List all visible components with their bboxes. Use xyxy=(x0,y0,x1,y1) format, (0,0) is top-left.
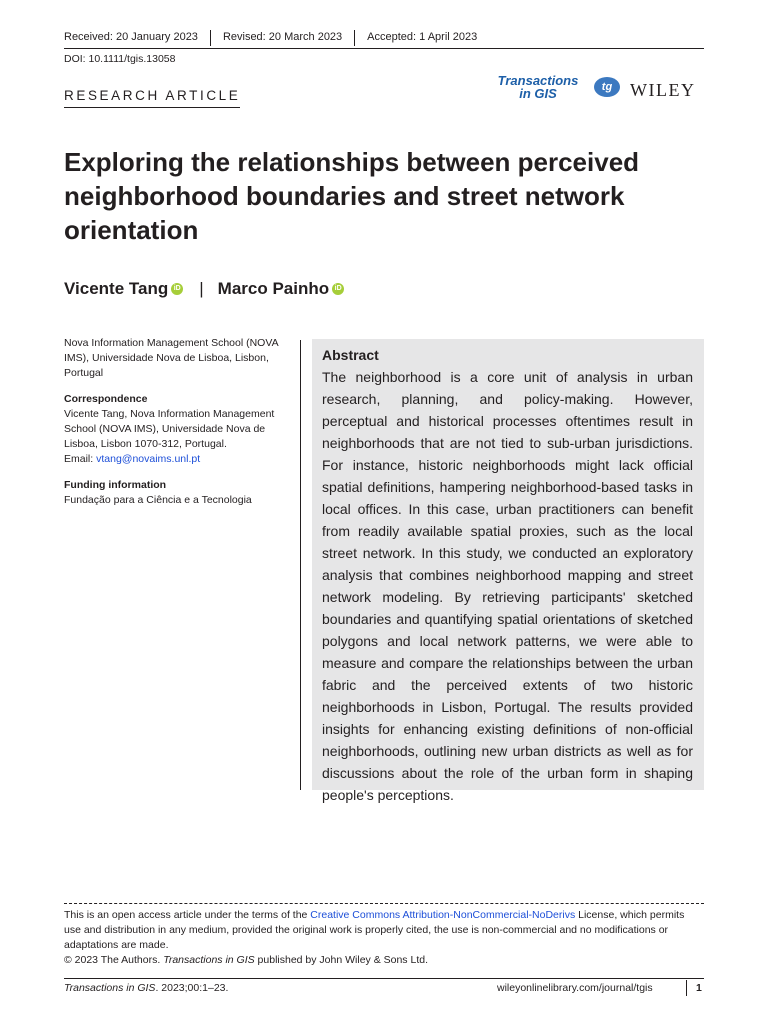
article-info-sidebar xyxy=(64,336,286,519)
history-divider xyxy=(210,30,211,46)
article-type: RESEARCH ARTICLE xyxy=(64,88,240,108)
funding-block xyxy=(64,478,286,508)
accepted-date: Accepted: 1 April 2023 xyxy=(367,31,478,43)
correspondence-text: Vicente Tang, Nova Information Management School (NOVA IMS), Universidade Nova de Lisboa, Lisbon 1070-312, Portugal. xyxy=(64,408,275,450)
article-history xyxy=(64,30,704,49)
orcid-icon[interactable]: iD xyxy=(171,283,183,295)
copyright-pre: © 2023 The Authors. xyxy=(64,954,164,966)
abstract-body: The neighborhood is a core unit of analysis in urban research, planning, and policy-making. However, perceptual and historical processes oftentimes result in neighborhoods that are not tied to sub-urban jurisdictions. For instance, historic neighborhoods might lack official spatial definitions, hampering neighborhood-based tasks in local offices. In this case, urban practitioners can benefit from readily available spatial proxies, such as the local street network. In this study, we conducted an exploratory analysis that combines neighborhood mapping and street network modeling. By retrieving participants' sketched boundaries and quantifying spatial orientations of sketched polygons and local network patterns, we were able to measure and compare the relationships between the urban fabric and the perceived extents of two historic neighborhoods in Lisbon, Portugal. The results provided insights for enhancing existing definitions of non-official neighborhoods, outlining new urban districts as well as for discussions about the role of the urban form in shaping people's perceptions. xyxy=(322,369,693,803)
journal-logo-line2: in GIS xyxy=(519,86,557,101)
copyright-journal: Transactions in GIS xyxy=(163,954,255,966)
author-separator: | xyxy=(199,279,204,298)
author-name[interactable]: Vicente Tang xyxy=(64,279,169,298)
author-name[interactable]: Marco Painho xyxy=(217,279,330,298)
copyright xyxy=(64,953,704,968)
abstract-box xyxy=(312,339,704,803)
license-post: License, which permits use and distribution in any medium, provided the original work is properly cited, the use is non-commercial and no modifications or adaptations are made. xyxy=(64,909,685,951)
page-number: 1 xyxy=(696,982,702,994)
license-text xyxy=(64,908,704,953)
funding-heading: Funding information xyxy=(64,479,167,491)
history-divider xyxy=(354,30,355,46)
license-pre: This is an open access article under the terms of the xyxy=(64,909,311,921)
article-title: Exploring the relationships between perceived neighborhood boundaries and street network orientation xyxy=(64,147,640,245)
affiliation: Nova Information Management School (NOVA IMS), Universidade Nova de Lisboa, Lisbon, Portugal xyxy=(64,337,278,379)
license-link[interactable]: Creative Commons Attribution-NonCommercial-NoDerivs xyxy=(310,909,576,921)
footer-website[interactable]: wileyonlinelibrary.com/journal/tgis xyxy=(497,982,653,994)
doi[interactable]: DOI: 10.1111/tgis.13058 xyxy=(64,53,176,65)
journal-logo-line1: Transactions xyxy=(497,73,579,88)
email-label: Email: xyxy=(64,453,94,465)
journal-logo[interactable] xyxy=(488,74,588,100)
correspondence-block xyxy=(64,392,286,467)
footer-citation xyxy=(64,982,228,994)
footer-citation-text: . 2023;00:1–23. xyxy=(155,982,229,994)
license-notice xyxy=(64,908,704,968)
footer-journal: Transactions in GIS xyxy=(64,982,156,994)
abstract-heading: Abstract xyxy=(322,347,379,363)
license-divider xyxy=(64,903,704,904)
funding-text: Fundação para a Ciência e a Tecnologia xyxy=(64,494,252,506)
column-divider xyxy=(300,340,301,790)
email-link[interactable]: vtang@novaims.unl.pt xyxy=(96,453,201,465)
orcid-icon[interactable]: iD xyxy=(332,283,344,295)
received-date: Received: 20 January 2023 xyxy=(64,31,198,43)
revised-date: Revised: 20 March 2023 xyxy=(222,31,343,43)
publisher-logo[interactable]: WILEY xyxy=(630,80,696,100)
author-list xyxy=(64,279,344,299)
footer-divider xyxy=(64,978,704,979)
journal-badge-icon: tg xyxy=(594,77,620,97)
page-divider xyxy=(686,980,687,996)
copyright-post: published by John Wiley & Sons Ltd. xyxy=(254,954,428,966)
correspondence-heading: Correspondence xyxy=(64,393,148,405)
